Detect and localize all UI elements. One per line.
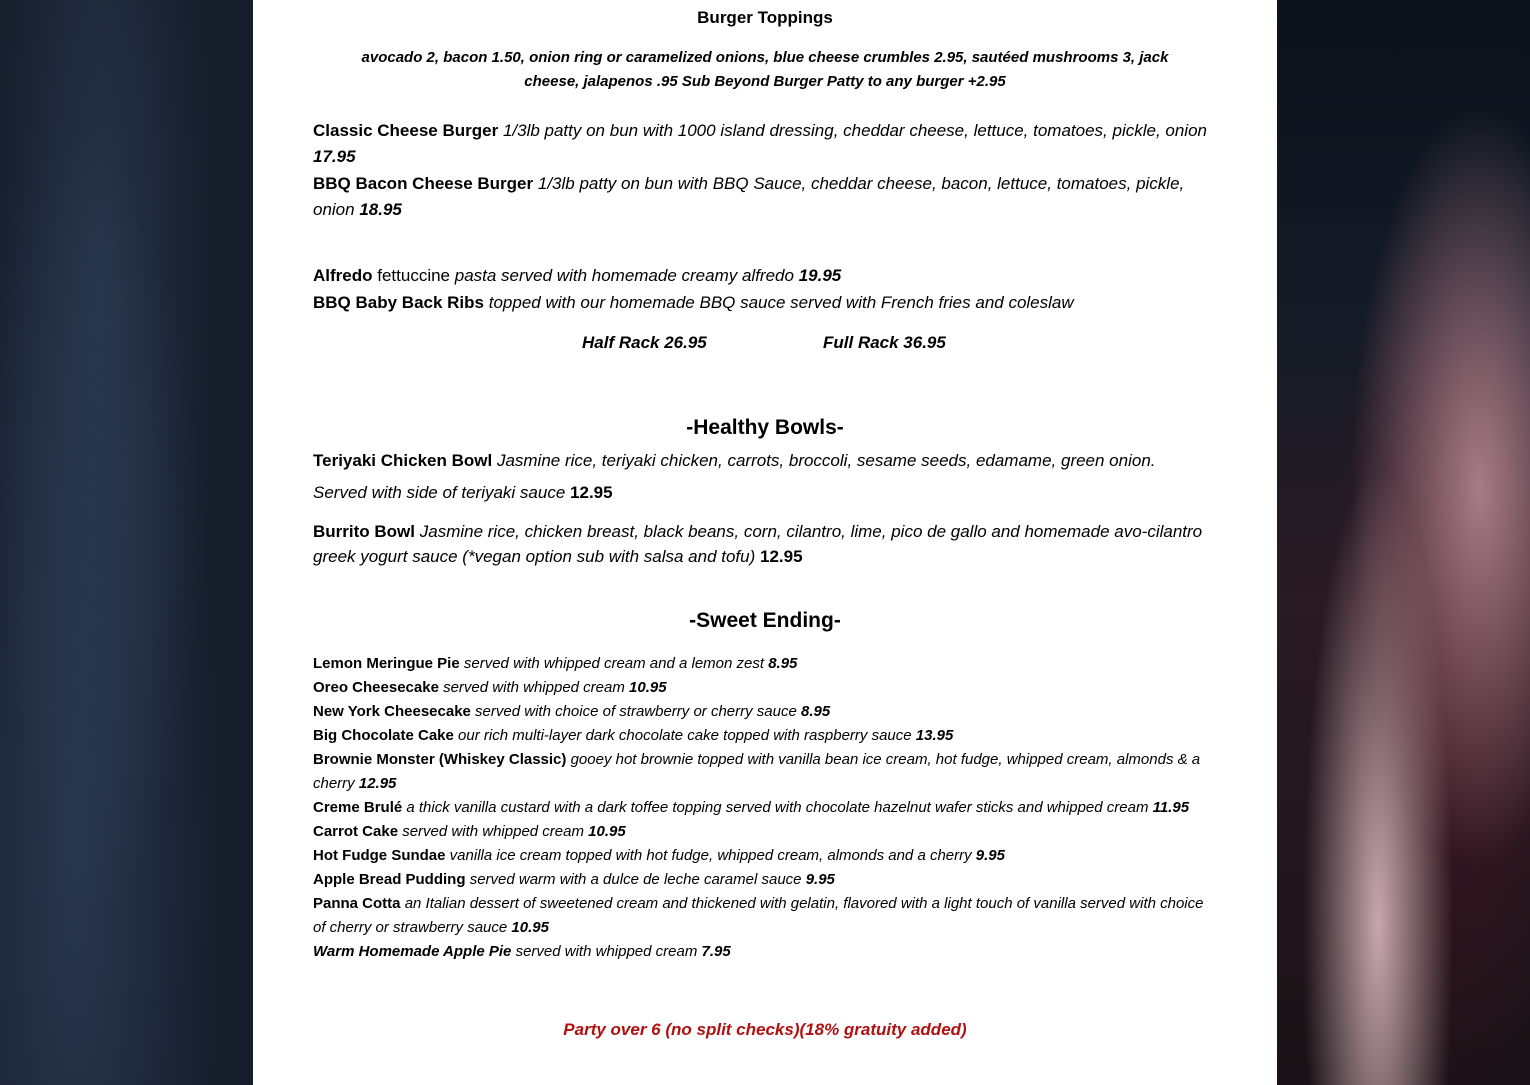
dessert-item (313, 724, 1213, 748)
menu-page (253, 0, 1277, 1085)
item-desc: vanilla ice cream topped with hot fudge, whipped cream, almonds and a cherry (449, 847, 972, 864)
item-price: 11.95 (1152, 799, 1190, 816)
item-name: Classic Cheese Burger (313, 121, 499, 140)
burger-toppings-line1: avocado 2, bacon 1.50, onion ring or caramelized onions, blue cheese crumbles 2.95, sautéed mushrooms 3, jack (361, 49, 1169, 66)
item-desc: topped with our homemade BBQ sauce served with French fries and coleslaw (488, 293, 1074, 312)
item-price: 10.95 (511, 919, 549, 936)
ribs-full-rack-price: Full Rack 36.95 (823, 333, 946, 352)
item-desc: served with whipped cream and a lemon zest (463, 655, 769, 672)
burger-toppings-line2: cheese, jalapenos .95 Sub Beyond Burger Patty to any burger +2.95 (524, 73, 1006, 90)
dessert-list (313, 652, 1213, 964)
item-price: 10.95 (588, 823, 626, 840)
item-name: Apple Bread Pudding (313, 871, 466, 888)
menu-item-teriyaki-chicken-bowl (313, 445, 1213, 509)
item-name: Teriyaki Chicken Bowl (313, 451, 493, 470)
background-left (0, 0, 253, 1085)
item-price: 18.95 (359, 200, 402, 219)
menu-item-burrito-bowl (313, 519, 1213, 569)
item-desc: pasta served with homemade creamy alfredo (454, 266, 794, 285)
background-right (1277, 0, 1530, 1085)
burger-toppings-title: Burger Toppings (697, 8, 833, 27)
item-name: Lemon Meringue Pie (313, 655, 460, 672)
item-name: Hot Fudge Sundae (313, 847, 446, 864)
item-desc: an Italian dessert of sweetened cream and thickened with gelatin, flavored with a light touch of vanilla served with choice of cherry or strawberry sauce (313, 895, 1204, 936)
item-desc-2: Served with side of teriyaki sauce (313, 483, 566, 502)
ribs-half-rack-price: Half Rack 26.95 (582, 333, 707, 352)
item-price: 17.95 (313, 147, 356, 166)
item-price: 12.95 (760, 547, 803, 566)
item-price: 19.95 (798, 266, 842, 285)
section-heading-healthy-bowls: -Healthy Bowls- (686, 416, 844, 439)
item-name: Burrito Bowl (313, 522, 415, 541)
item-name: Brownie Monster (Whiskey Classic) (313, 751, 567, 768)
item-desc: served with whipped cream (402, 823, 584, 840)
item-name: Panna Cotta (313, 895, 401, 912)
item-price: 12.95 (570, 483, 613, 502)
dessert-item (313, 796, 1213, 820)
section-heading-sweet-ending: -Sweet Ending- (689, 609, 841, 632)
item-name: Oreo Cheesecake (313, 679, 439, 696)
item-desc: served with whipped cream (515, 943, 698, 960)
item-desc: a thick vanilla custard with a dark toffee topping served with chocolate hazelnut wafer sticks and whipped cream (406, 799, 1149, 816)
dessert-item (313, 844, 1213, 868)
item-name: BBQ Baby Back Ribs (313, 293, 484, 312)
item-desc: served with whipped cream (443, 679, 625, 696)
dessert-item (313, 868, 1213, 892)
item-price: 9.95 (975, 847, 1005, 864)
item-price: 9.95 (805, 871, 835, 888)
item-price: 8.95 (801, 703, 831, 720)
item-plain: fettuccine (377, 266, 450, 285)
menu-item-bbq-baby-back-ribs (313, 290, 1213, 316)
dessert-item (313, 748, 1213, 796)
item-name: BBQ Bacon Cheese Burger (313, 174, 534, 193)
dessert-item (313, 700, 1213, 724)
item-name: Carrot Cake (313, 823, 399, 840)
burger-toppings-list (253, 46, 1277, 94)
party-policy-note: Party over 6 (no split checks)(18% gratuity added) (563, 1020, 967, 1039)
item-desc: Jasmine rice, teriyaki chicken, carrots, broccoli, sesame seeds, edamame, green onion. (496, 451, 1156, 470)
item-desc: gooey hot brownie topped with vanilla bean ice cream, hot fudge, whipped cream, almonds & a cherry (313, 751, 1201, 792)
item-desc: 1/3lb patty on bun with 1000 island dressing, cheddar cheese, lettuce, tomatoes, pickle, onion (502, 121, 1207, 140)
item-name: Big Chocolate Cake (313, 727, 454, 744)
item-desc: our rich multi-layer dark chocolate cake topped with raspberry sauce (458, 727, 912, 744)
item-name: Creme Brulé (313, 799, 403, 816)
item-price: 10.95 (629, 679, 667, 696)
dessert-item (313, 940, 1213, 964)
dessert-item (313, 820, 1213, 844)
menu-item-alfredo (313, 263, 1213, 289)
item-price: 12.95 (358, 775, 397, 792)
item-desc: Jasmine rice, chicken breast, black beans, corn, cilantro, lime, pico de gallo and homemade avo-cilantro greek yogurt sauce (*vegan option sub with salsa and tofu) (313, 522, 1203, 566)
item-desc: served warm with a dulce de leche caramel sauce (469, 871, 802, 888)
item-name: Alfredo (313, 266, 373, 285)
item-price: 8.95 (768, 655, 798, 672)
item-price: 13.95 (915, 727, 954, 744)
item-desc: served with choice of strawberry or cherry sauce (475, 703, 797, 720)
menu-item-bbq-bacon-cheese-burger (313, 171, 1213, 223)
item-desc: 1/3lb patty on bun with BBQ Sauce, cheddar cheese, bacon, lettuce, tomatoes, pickle, onion (313, 174, 1185, 219)
dessert-item (313, 652, 1213, 676)
item-price: 7.95 (701, 943, 731, 960)
item-name: New York Cheesecake (313, 703, 471, 720)
item-name: Warm Homemade Apple Pie (313, 943, 512, 960)
menu-item-classic-cheese-burger (313, 118, 1213, 170)
dessert-item (313, 676, 1213, 700)
dessert-item (313, 892, 1213, 940)
